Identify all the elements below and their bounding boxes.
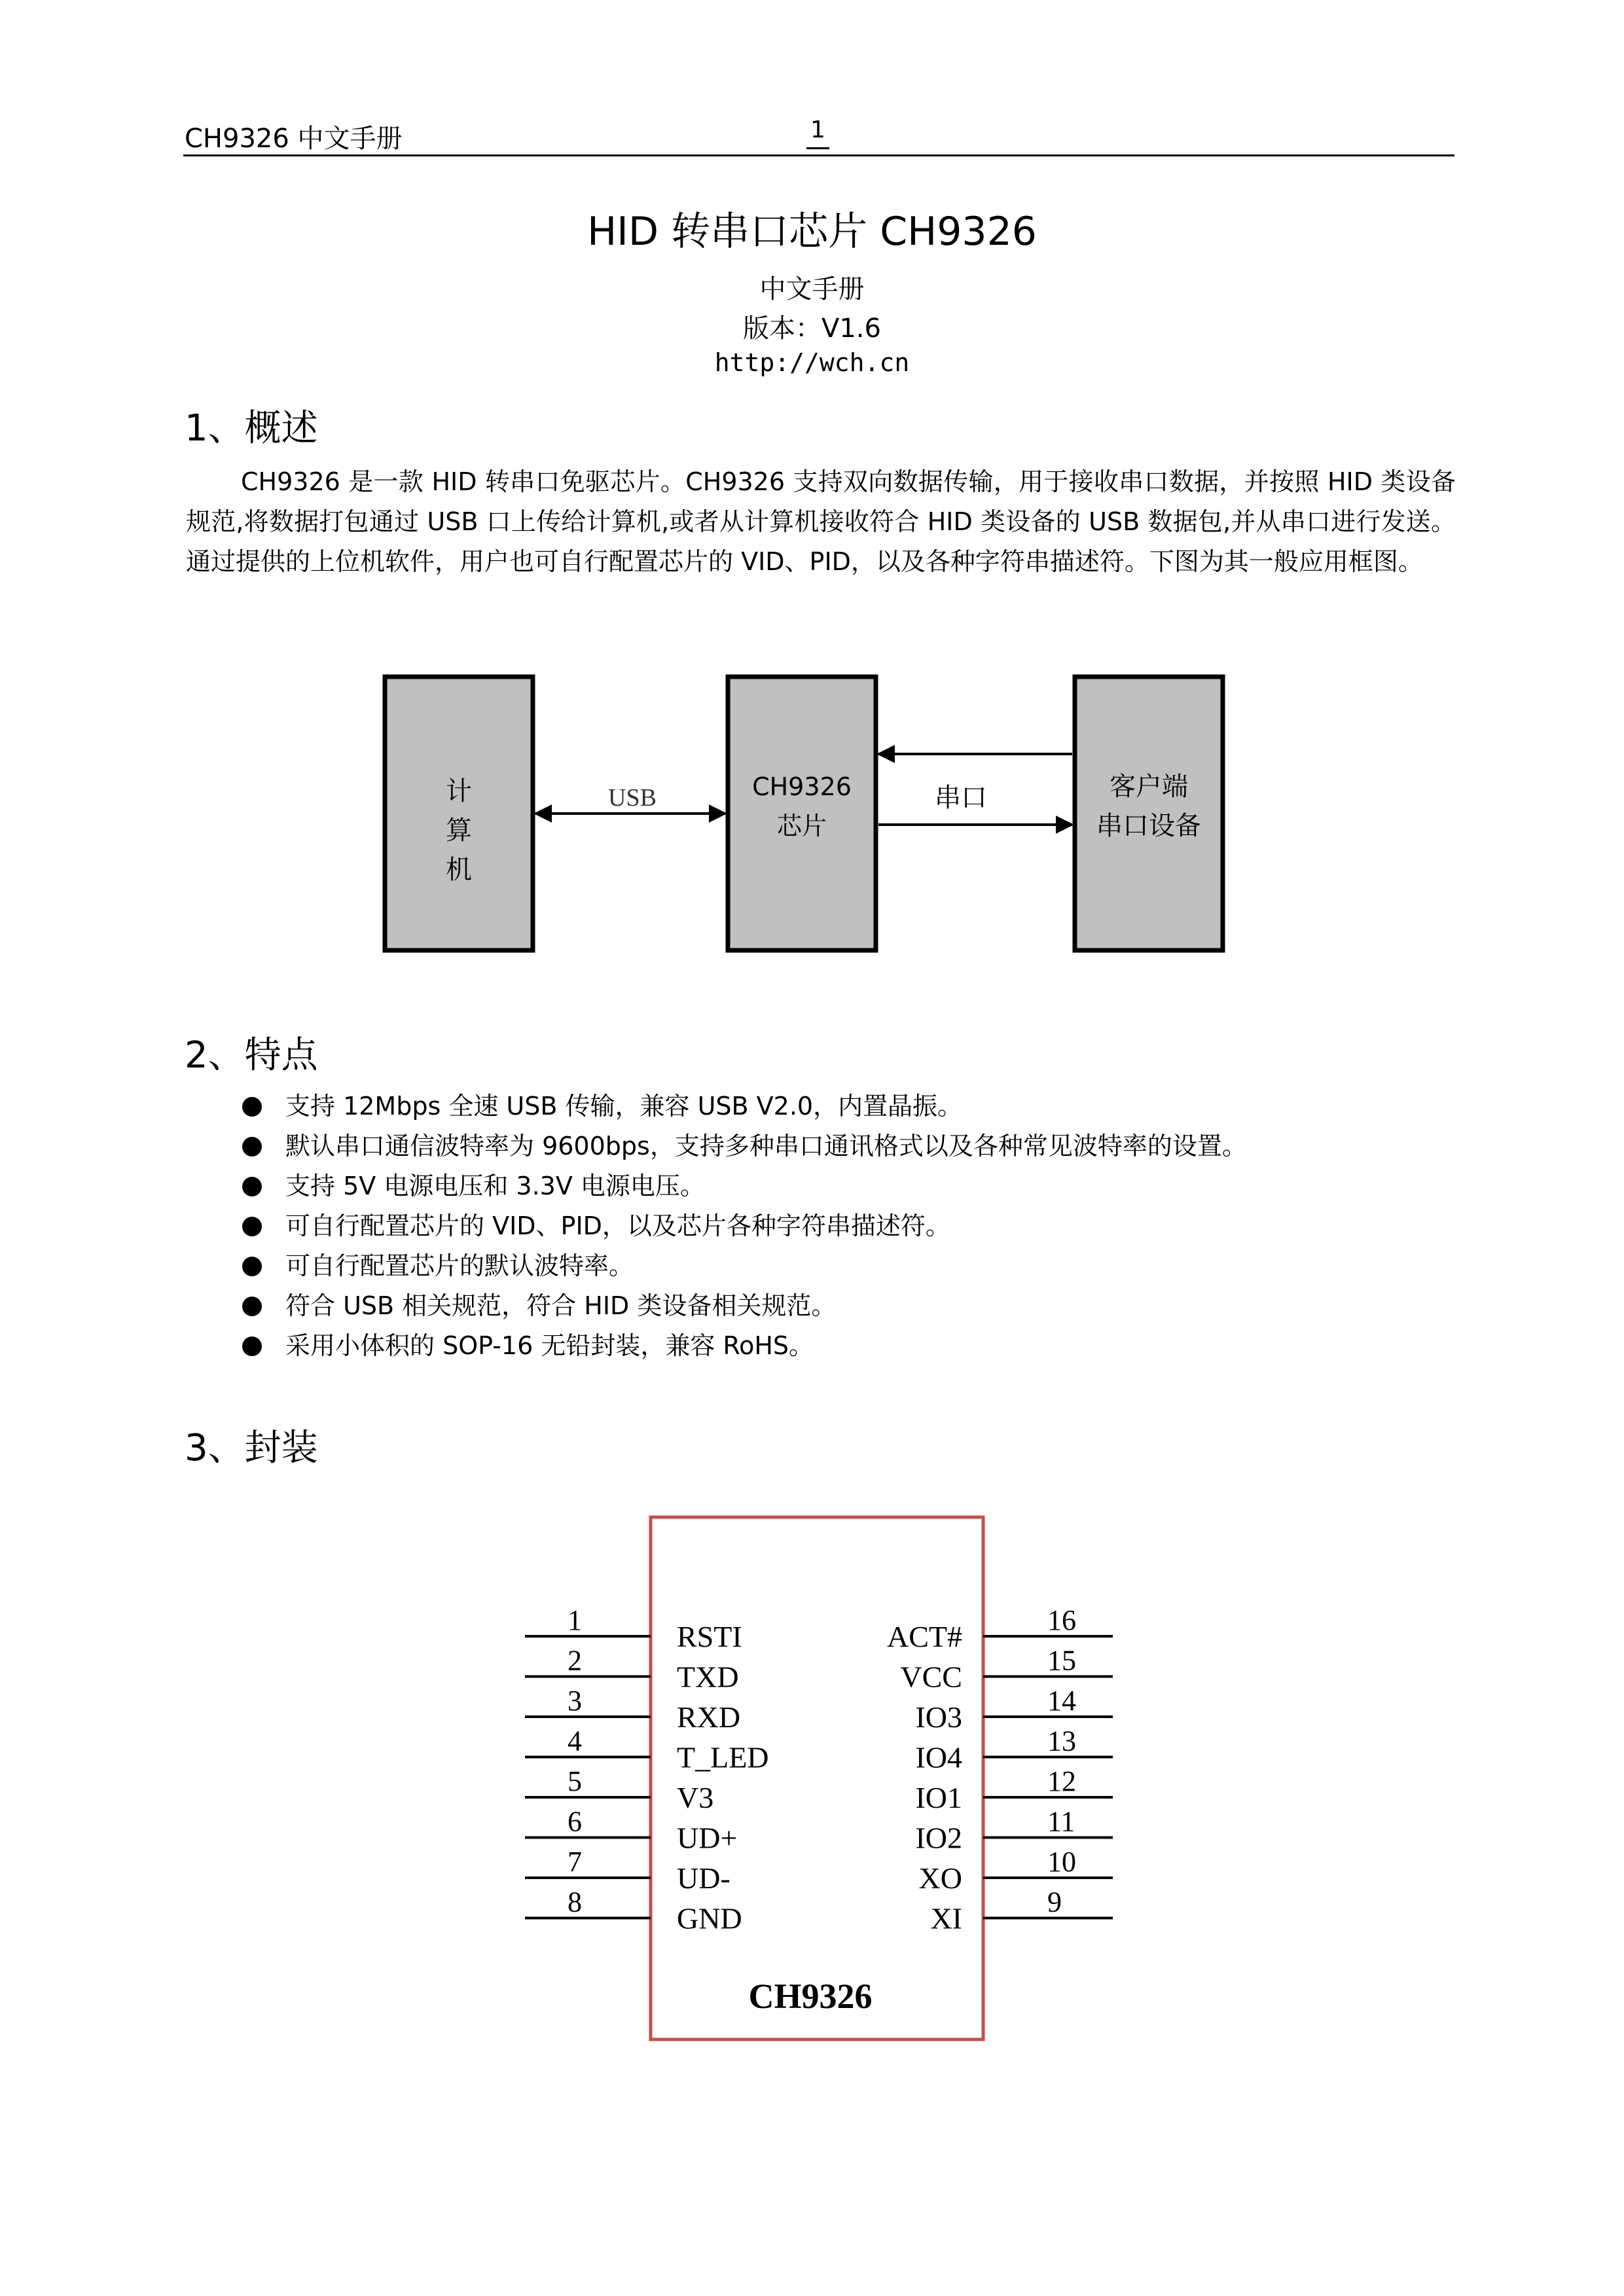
document-subtitle: 中文手册	[759, 274, 865, 304]
overview-paragraph: CH9326 是一款 HID 转串口免驱芯片。CH9326 支持双向数据传输，用于接收串口数据，并按照 HID 类设备规范,将数据打包通过 USB 口上传给计算机,或者从计算机接收符合 HID 类设备的 USB 数据包,并从串口进行发送。通过提供的上位机软件，用户也可自行配置芯片的 VID、PID，以及各种字符串描述符。下图为其一般应用框图。	[186, 467, 1456, 576]
feature-text: 可自行配置芯片的 VID、PID，以及芯片各种字符串描述符。	[285, 1211, 950, 1240]
feature-text: 支持 5V 电源电压和 3.3V 电源电压。	[285, 1172, 705, 1200]
pin-number-7: 7	[568, 1846, 582, 1878]
usb-label: USB	[608, 784, 657, 812]
pin-number-10: 10	[1047, 1846, 1076, 1878]
document-title: HID 转串口芯片 CH9326	[587, 209, 1037, 255]
feature-text: 可自行配置芯片的默认波特率。	[285, 1251, 634, 1280]
pin-name-16: ACT#	[887, 1620, 962, 1653]
pin-name-14: IO3	[915, 1700, 962, 1734]
pin-number-5: 5	[568, 1765, 582, 1797]
pin-number-15: 15	[1047, 1644, 1076, 1677]
client-label-1: 客户端	[1110, 772, 1188, 802]
pin-number-3: 3	[568, 1685, 582, 1717]
pin-number-8: 8	[568, 1886, 582, 1918]
chip-label-1: CH9326	[752, 772, 852, 801]
pin-name-2: TXD	[677, 1660, 739, 1694]
document-url[interactable]: http://wch.cn	[714, 348, 910, 377]
package-chip-name: CH9326	[748, 1977, 873, 2016]
feature-text: 采用小体积的 SOP-16 无铅封装，兼容 RoHS。	[285, 1331, 814, 1360]
pin-name-5: V3	[677, 1781, 714, 1814]
pin-number-14: 14	[1047, 1685, 1076, 1717]
package-outline	[651, 1517, 983, 2039]
pin-number-12: 12	[1047, 1765, 1076, 1797]
pin-name-12: IO1	[915, 1781, 962, 1814]
pin-name-15: VCC	[900, 1660, 962, 1694]
pin-number-4: 4	[568, 1725, 582, 1757]
pin-name-3: RXD	[677, 1700, 741, 1734]
pin-number-13: 13	[1047, 1725, 1076, 1757]
serial-label: 串口	[935, 783, 987, 813]
pin-number-1: 1	[568, 1604, 582, 1636]
feature-text: 默认串口通信波特率为 9600bps，支持多种串口通讯格式以及各种常见波特率的设置。	[285, 1132, 1247, 1160]
feature-text: 支持 12Mbps 全速 USB 传输，兼容 USB V2.0，内置晶振。	[285, 1092, 963, 1121]
pin-number-6: 6	[568, 1805, 582, 1838]
client-label-2: 串口设备	[1096, 811, 1201, 841]
feature-text: 符合 USB 相关规范，符合 HID 类设备相关规范。	[285, 1291, 837, 1320]
section-heading-package: 3、封装	[185, 1427, 318, 1469]
pin-name-10: XO	[918, 1861, 962, 1895]
pin-number-2: 2	[568, 1644, 582, 1677]
section-heading-features: 2、特点	[185, 1034, 318, 1077]
pin-name-6: UD+	[677, 1821, 738, 1855]
pin-number-9: 9	[1047, 1886, 1062, 1918]
running-header: CH9326 中文手册	[185, 124, 403, 154]
section-heading-overview: 1、概述	[185, 407, 318, 450]
computer-label-1: 计	[446, 776, 472, 806]
pin-number-11: 11	[1047, 1805, 1075, 1838]
pin-name-8: GND	[677, 1901, 742, 1935]
pin-name-13: IO4	[915, 1740, 962, 1774]
chip-label-2: 芯片	[776, 812, 827, 840]
pin-name-4: T_LED	[677, 1740, 769, 1774]
document-version: 版本：V1.6	[743, 314, 881, 344]
pin-number-16: 16	[1047, 1604, 1076, 1636]
computer-label-3: 机	[446, 855, 472, 885]
pin-name-9: XI	[930, 1901, 962, 1935]
pin-name-11: IO2	[915, 1821, 962, 1855]
pin-name-1: RSTI	[677, 1620, 742, 1653]
page-number: 1	[806, 117, 829, 149]
pin-name-7: UD-	[677, 1861, 731, 1895]
computer-label-2: 算	[446, 816, 472, 846]
